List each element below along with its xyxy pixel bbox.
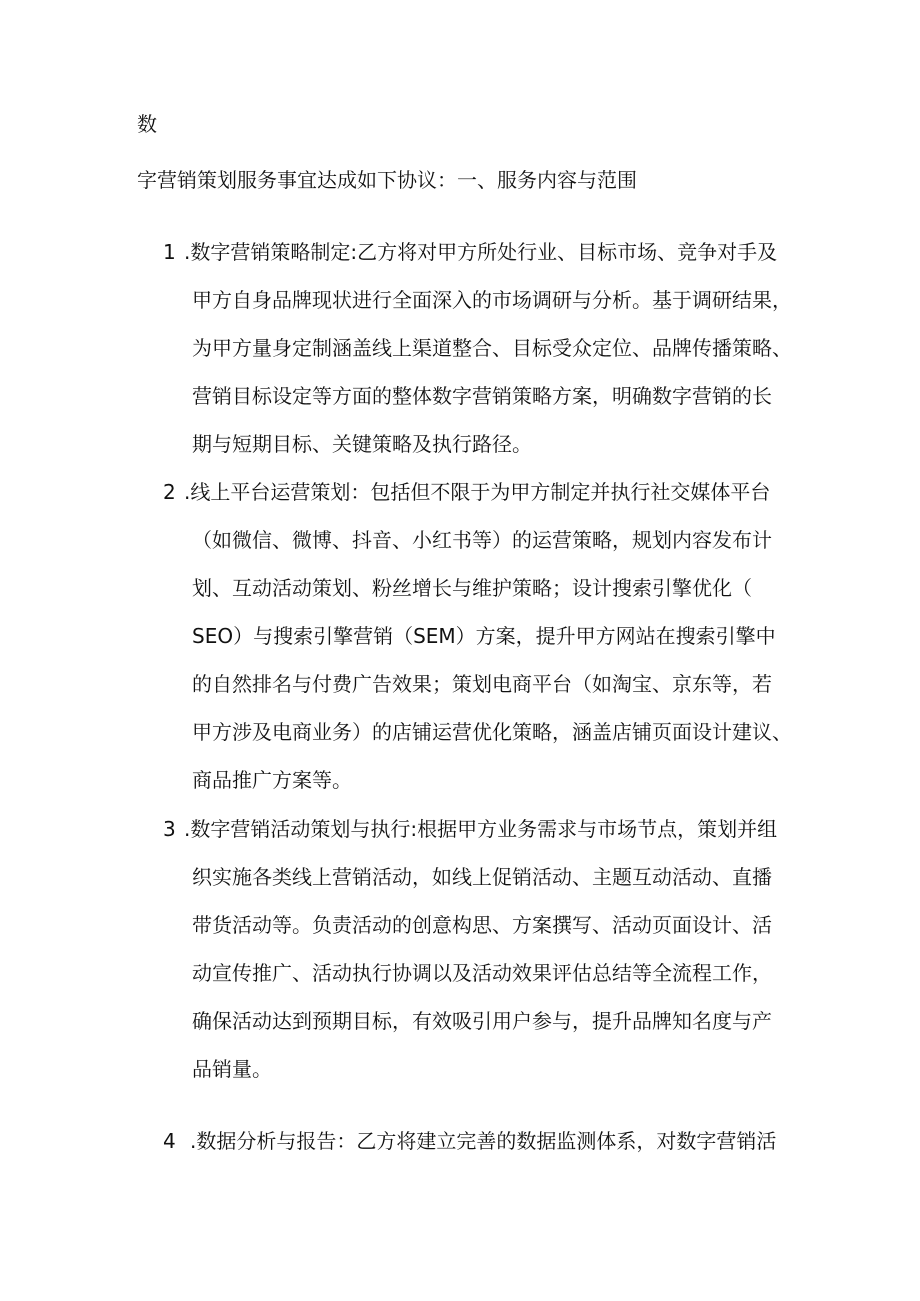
heading-fragment: 数 bbox=[137, 112, 157, 136]
item-2-line-3: 划、互动活动策划、粉丝增长与维护策略；设计搜索引擎优化（ bbox=[192, 576, 752, 600]
intro-line: 字营销策划服务事宜达成如下协议：一、服务内容与范围 bbox=[137, 168, 637, 192]
item-3-line-3: 带货活动等。负责活动的创意构思、方案撰写、活动页面设计、活 bbox=[192, 913, 772, 937]
item-1-text bbox=[184, 228, 794, 468]
item-2-line-6: 甲方涉及电商业务）的店铺运营优化策略，涵盖店铺页面设计建议、 bbox=[192, 720, 792, 744]
item-1-line-4: 营销目标设定等方面的整体数字营销策略方案，明确数字营销的长 bbox=[192, 384, 772, 408]
item-3-line-5: 确保活动达到预期目标，有效吸引用户参与，提升品牌知名度与产 bbox=[192, 1009, 772, 1033]
item-3-line-1: .数字营销活动策划与执行:根据甲方业务需求与市场节点，策划并组 bbox=[184, 817, 778, 841]
item-4-line-1: .数据分析与报告：乙方将建立完善的数据监测体系，对数字营销活 bbox=[190, 1129, 777, 1153]
item-3-line-2: 织实施各类线上营销活动，如线上促销活动、主题互动活动、直播 bbox=[192, 865, 772, 889]
item-2-line-1: .线上平台运营策划：包括但不限于为甲方制定并执行社交媒体平台 bbox=[184, 480, 771, 504]
item-2-number: 2 bbox=[163, 480, 176, 504]
item-4-number: 4 bbox=[163, 1129, 176, 1153]
item-4-text bbox=[190, 1117, 800, 1165]
item-2-line-2: （如微信、微博、抖音、小红书等）的运营策略，规划内容发布计 bbox=[192, 528, 772, 552]
item-2-line-5: 的自然排名与付费广告效果；策划电商平台（如淘宝、京东等，若 bbox=[192, 672, 772, 696]
item-3-line-4: 动宣传推广、活动执行协调以及活动效果评估总结等全流程工作， bbox=[192, 961, 772, 985]
item-1-line-2: 甲方自身品牌现状进行全面深入的市场调研与分析。基于调研结果， bbox=[192, 288, 792, 312]
item-1-line-3: 为甲方量身定制涵盖线上渠道整合、目标受众定位、品牌传播策略、 bbox=[192, 336, 792, 360]
item-2-text bbox=[184, 468, 794, 804]
item-1-line-1: .数字营销策略制定:乙方将对甲方所处行业、目标市场、竞争对手及 bbox=[184, 240, 778, 264]
item-1-number: 1 bbox=[163, 240, 176, 264]
item-3-number: 3 bbox=[163, 817, 176, 841]
item-1-line-5: 期与短期目标、关键策略及执行路径。 bbox=[192, 432, 532, 456]
item-2-line-4: SEO）与搜索引擎营销（SEM）方案，提升甲方网站在搜索引擎中 bbox=[192, 624, 776, 648]
item-3-line-6: 品销量。 bbox=[192, 1057, 272, 1081]
item-3-text bbox=[184, 805, 794, 1093]
item-2-line-7: 商品推广方案等。 bbox=[192, 768, 352, 792]
